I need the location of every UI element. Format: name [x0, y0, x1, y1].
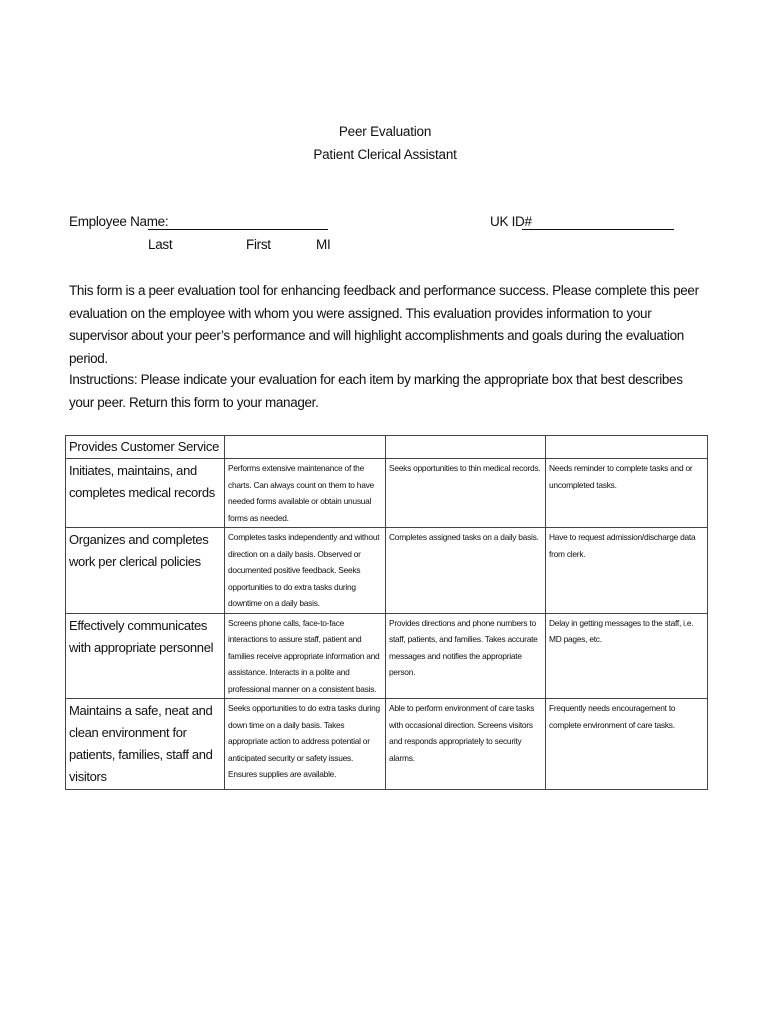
option-text: Seeks opportunities to thin medical records. — [389, 463, 541, 473]
option-text: Needs reminder to complete tasks and or uncompleted tasks. — [549, 463, 693, 490]
option-text: Performs extensive maintenance of the charts. Can always count on them to have needed forms available or obtain unusual forms as needed. — [228, 463, 374, 523]
option-text: Completes tasks independently and without direction on a daily basis. Observed or documented positive feedback. Seeks opportunities to do extra tasks during downtime on a daily basis. — [228, 532, 380, 608]
name-sublabel-mi: MI — [316, 237, 331, 252]
employee-name-label: Employee Name: — [69, 214, 169, 229]
rating-option-low[interactable] — [546, 528, 708, 614]
table-row — [66, 528, 708, 614]
name-sublabel-first: First — [246, 237, 271, 252]
rating-option-mid[interactable] — [386, 459, 546, 528]
table-row — [66, 459, 708, 528]
ukid-label: UK ID# — [490, 214, 532, 229]
option-text: Provides directions and phone numbers to staff, patients, and families. Takes accurate messages and notifies the appropriate person. — [389, 617, 538, 677]
rating-option-low[interactable] — [546, 459, 708, 528]
rating-option-high[interactable] — [225, 699, 386, 790]
option-text: Seeks opportunities to do extra tasks during down time on a daily basis. Takes appropriate action to address potential or anticipated security or safety issues. Ensures supplies are available. — [228, 703, 380, 779]
name-sublabel-last: Last — [148, 237, 173, 252]
section-title: Provides Customer Service — [69, 439, 219, 454]
rating-option-mid[interactable] — [386, 699, 546, 790]
rating-box[interactable] — [546, 436, 708, 459]
rating-option-mid[interactable] — [386, 613, 546, 699]
rating-option-mid[interactable] — [386, 528, 546, 614]
employee-name-field[interactable] — [148, 229, 328, 230]
option-text: Delay in getting messages to the staff, i.e. MD pages, etc. — [549, 617, 694, 644]
rating-option-high[interactable] — [225, 528, 386, 614]
table-row — [66, 699, 708, 790]
criterion-cell — [66, 528, 225, 614]
criterion-text: Initiates, maintains, and completes medical records — [69, 463, 215, 500]
rating-option-low[interactable] — [546, 699, 708, 790]
option-text: Completes assigned tasks on a daily basis. — [389, 532, 539, 542]
criterion-cell — [66, 699, 225, 790]
evaluation-table — [65, 435, 708, 790]
rating-box[interactable] — [225, 436, 386, 459]
table-header-row — [66, 436, 708, 459]
rating-box[interactable] — [386, 436, 546, 459]
criterion-text: Effectively communicates with appropriate personnel — [69, 617, 214, 655]
criterion-text: Organizes and completes work per clerical policies — [69, 532, 209, 569]
option-text: Able to perform environment of care tasks with occasional direction. Screens visitors and responds appropriately to security alarms. — [389, 703, 535, 763]
ukid-field[interactable] — [522, 229, 674, 230]
criterion-cell — [66, 613, 225, 699]
criterion-text: Maintains a safe, neat and clean environment for patients, families, staff and visitors — [69, 703, 213, 784]
rating-option-low[interactable] — [546, 613, 708, 699]
document-title: Peer Evaluation — [338, 124, 432, 139]
rating-option-high[interactable] — [225, 613, 386, 699]
option-text: Frequently needs encouragement to complete environment of care tasks. — [549, 703, 676, 730]
instructions-paragraph: Instructions: Please indicate your evaluation for each item by marking the appropriate box that best describes your peer. Return this form to your manager. — [69, 372, 683, 410]
section-title-cell — [66, 436, 225, 459]
option-text: Screens phone calls, face-to-face interactions to assure staff, patient and families receive appropriate information and assistance. Interacts in a polite and professional manner on a consistent basis. — [228, 617, 380, 694]
document-subtitle: Patient Clerical Assistant — [313, 147, 457, 162]
option-text: Have to request admission/discharge data from clerk. — [549, 532, 696, 559]
intro-paragraph: This form is a peer evaluation tool for enhancing feedback and performance success. Please complete this peer evaluation on the employee with whom you were assigned. This evaluation provides information to your supervisor about your peer’s performance and will highlight accomplishments and goals during the evaluation period. — [69, 283, 699, 366]
table-row — [66, 613, 708, 699]
criterion-cell — [66, 459, 225, 528]
rating-option-high[interactable] — [225, 459, 386, 528]
